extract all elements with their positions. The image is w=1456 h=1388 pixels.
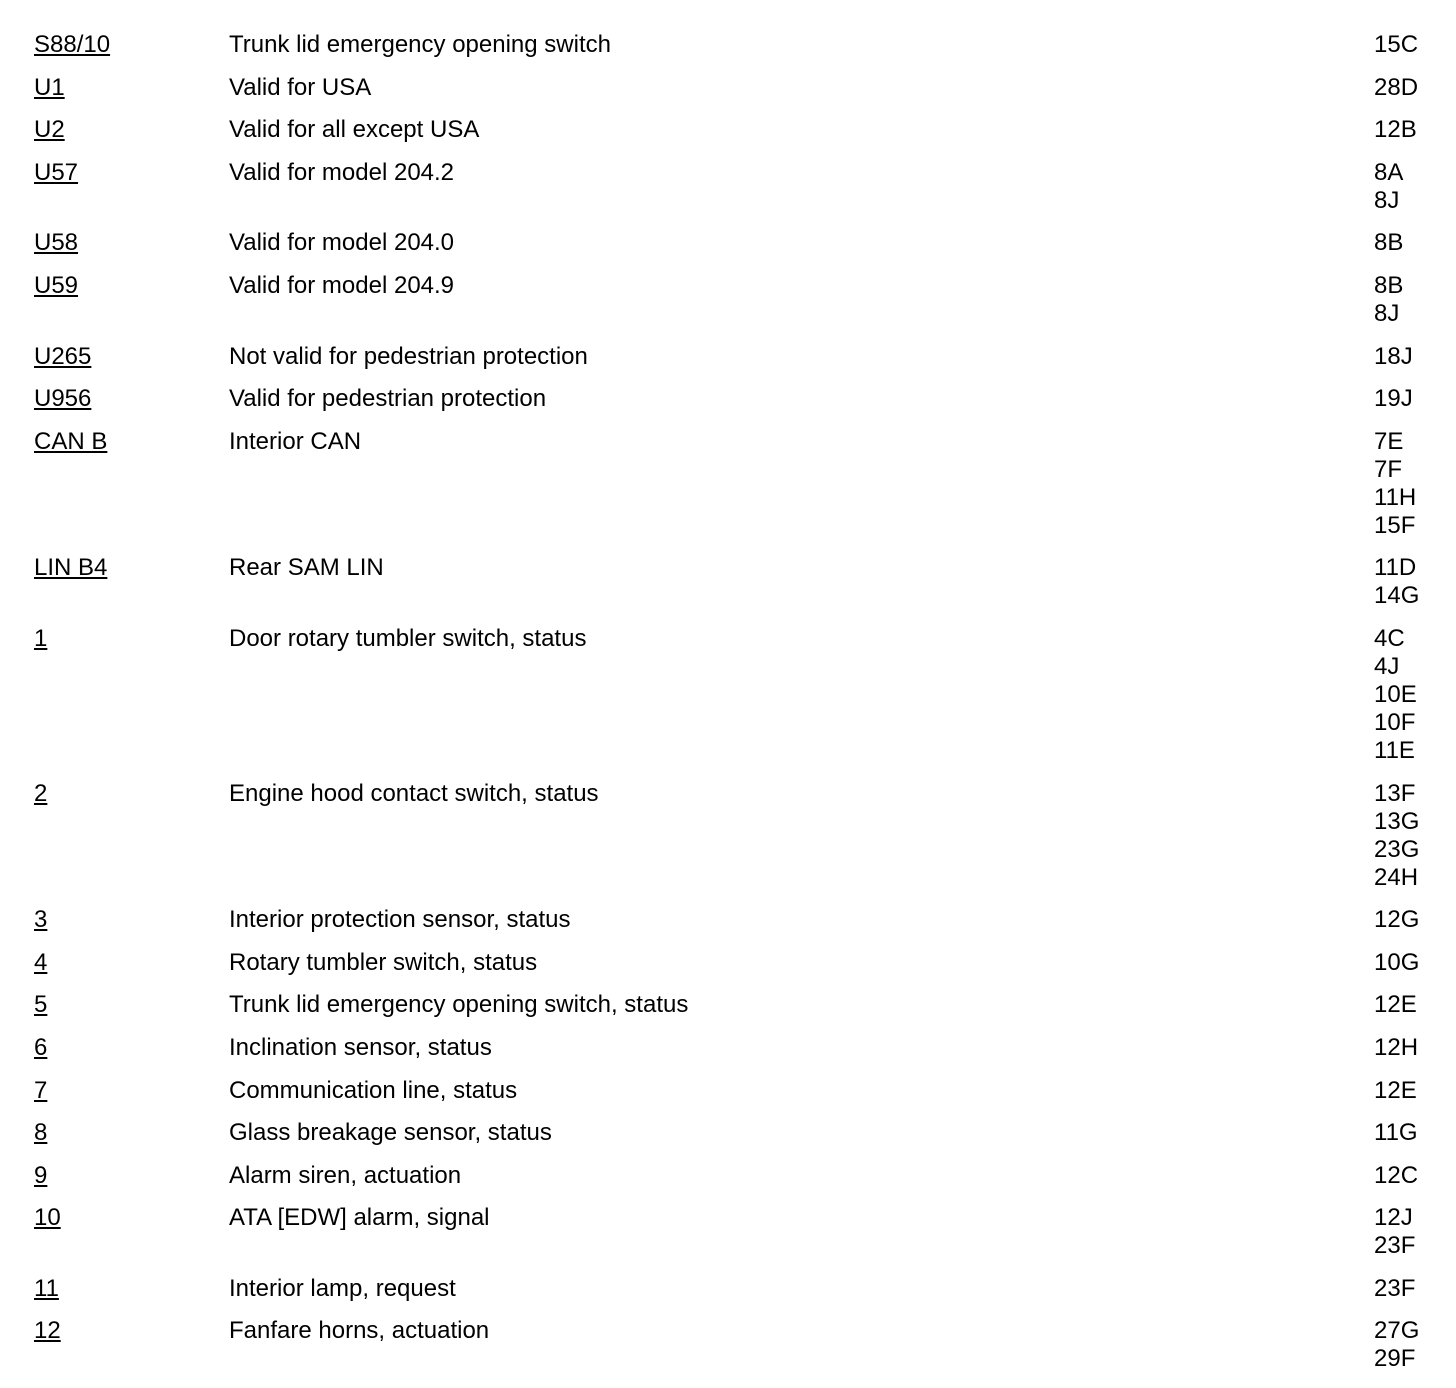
grid-reference: 11E [1374,736,1415,764]
grid-reference: 7E [1374,427,1404,455]
legend-row [34,116,1434,144]
grid-reference: 29F [1374,1345,1416,1373]
legend-description: Valid for USA [229,73,372,101]
legend-description: Trunk lid emergency opening switch, status [229,991,689,1019]
legend-code-link[interactable]: U57 [34,158,79,186]
legend-grid-refs [1374,74,1434,102]
legend-description: Interior protection sensor, status [229,906,571,934]
legend-grid-refs [1374,385,1434,413]
legend-row [34,625,1434,765]
legend-description: Interior CAN [229,427,362,455]
legend-row [34,1077,1434,1105]
grid-reference: 4J [1374,652,1400,680]
grid-reference: 18J [1374,342,1413,370]
legend-grid-refs [1374,31,1434,59]
legend-code-link[interactable]: 12 [34,1317,61,1345]
legend-row [34,554,1434,610]
legend-row [34,1119,1434,1147]
legend-code-link[interactable]: 3 [34,906,48,934]
legend-grid-refs [1374,991,1434,1019]
legend-grid-refs [1374,1317,1434,1373]
legend-code-link[interactable]: CAN B [34,427,108,455]
grid-reference: 8J [1374,186,1400,214]
grid-reference: 10E [1374,680,1417,708]
legend-grid-refs [1374,116,1434,144]
legend-grid-refs [1374,343,1434,371]
grid-reference: 27G [1374,1317,1420,1345]
legend-grid-refs [1374,949,1434,977]
legend-grid-refs [1374,1204,1434,1260]
grid-reference: 8B [1374,229,1404,257]
legend-description: Door rotary tumbler switch, status [229,624,587,652]
legend-row [34,428,1434,540]
grid-reference: 12E [1374,991,1417,1019]
legend-description: Alarm siren, actuation [229,1161,462,1189]
grid-reference: 23F [1374,1232,1416,1260]
legend-description: Valid for model 204.2 [229,158,455,186]
legend-description: Inclination sensor, status [229,1033,492,1061]
grid-reference: 8J [1374,299,1400,327]
grid-reference: 12H [1374,1033,1419,1061]
grid-reference: 12G [1374,906,1420,934]
legend-description: Fanfare horns, actuation [229,1317,490,1345]
legend-row [34,343,1434,371]
grid-reference: 12C [1374,1161,1419,1189]
grid-reference: 12B [1374,116,1417,144]
legend-grid-refs [1374,1119,1434,1147]
legend-row [34,1204,1434,1260]
legend-description: Trunk lid emergency opening switch [229,31,611,58]
legend-code-link[interactable]: 11 [34,1274,59,1302]
grid-reference: 15C [1374,31,1419,58]
grid-reference: 10F [1374,708,1416,736]
grid-reference: 23F [1374,1274,1416,1302]
legend-grid-refs [1374,1275,1434,1303]
legend-grid-refs [1374,1034,1434,1062]
grid-reference: 7F [1374,455,1403,483]
legend-grid-refs [1374,229,1434,257]
legend-description: Valid for pedestrian protection [229,385,547,413]
legend-code-link[interactable]: U1 [34,73,65,101]
grid-reference: 23G [1374,835,1420,863]
grid-reference: 4C [1374,624,1405,652]
grid-reference: 13F [1374,779,1416,807]
legend-code-link[interactable]: 2 [34,779,48,807]
legend-code-link[interactable]: U2 [34,116,65,144]
legend-code-link[interactable]: 6 [34,1033,48,1061]
legend-code-link[interactable]: 1 [34,624,48,652]
legend-grid-refs [1374,272,1434,328]
legend-row [34,906,1434,934]
legend-code-link[interactable]: 8 [34,1119,48,1147]
legend-description: Communication line, status [229,1076,518,1104]
legend-row [34,1275,1434,1303]
legend-code-link[interactable]: 5 [34,991,48,1019]
legend-row [34,1162,1434,1190]
legend-row [34,159,1434,215]
legend-row [34,991,1434,1019]
legend-code-link[interactable]: 7 [34,1076,48,1104]
legend-grid-refs [1374,780,1434,892]
legend-description: Engine hood contact switch, status [229,779,599,807]
grid-reference: 10G [1374,948,1420,976]
grid-reference: 19J [1374,385,1413,413]
legend-description: Valid for all except USA [229,116,480,144]
grid-reference: 15F [1374,511,1416,539]
legend-grid-refs [1374,428,1434,540]
legend-code-link[interactable]: 4 [34,948,48,976]
legend-row [34,31,1434,59]
grid-reference: 11G [1374,1119,1418,1147]
legend-row [34,74,1434,102]
legend-code-link[interactable]: 10 [34,1204,61,1232]
grid-reference: 11H [1374,483,1417,511]
legend-grid-refs [1374,1162,1434,1190]
legend-row [34,272,1434,328]
grid-reference: 8A [1374,158,1404,186]
legend-code-link[interactable]: S88/10 [34,31,111,58]
legend-description: Rear SAM LIN [229,554,384,582]
legend-grid-refs [1374,1077,1434,1105]
legend-row [34,1317,1434,1373]
legend-grid-refs [1374,159,1434,215]
legend-description: ATA [EDW] alarm, signal [229,1204,490,1232]
legend-description: Valid for model 204.0 [229,229,455,257]
legend-code-link[interactable]: U265 [34,342,92,370]
legend-grid-refs [1374,625,1434,765]
legend-description: Interior lamp, request [229,1274,456,1302]
grid-reference: 12J [1374,1204,1413,1232]
grid-reference: 8B [1374,271,1404,299]
legend-grid-refs [1374,554,1434,610]
legend-code-link[interactable]: U59 [34,271,79,299]
legend-code-link[interactable]: U956 [34,385,92,413]
legend-description: Not valid for pedestrian protection [229,342,588,370]
legend-description: Rotary tumbler switch, status [229,948,538,976]
legend-row [34,385,1434,413]
grid-reference: 11D [1374,554,1417,582]
legend-code-link[interactable]: LIN B4 [34,554,108,582]
legend-description: Valid for model 204.9 [229,271,455,299]
legend-code-link[interactable]: U58 [34,229,79,257]
legend-row [34,1034,1434,1062]
legend-grid-refs [1374,906,1434,934]
grid-reference: 13G [1374,807,1420,835]
grid-reference: 28D [1374,73,1419,101]
legend-description: Glass breakage sensor, status [229,1119,552,1147]
grid-reference: 24H [1374,863,1419,891]
legend-row [34,780,1434,892]
legend-code-link[interactable]: 9 [34,1161,48,1189]
legend-row [34,229,1434,257]
legend-row [34,949,1434,977]
grid-reference: 12E [1374,1076,1417,1104]
grid-reference: 14G [1374,582,1420,610]
legend-table [34,31,1434,1388]
